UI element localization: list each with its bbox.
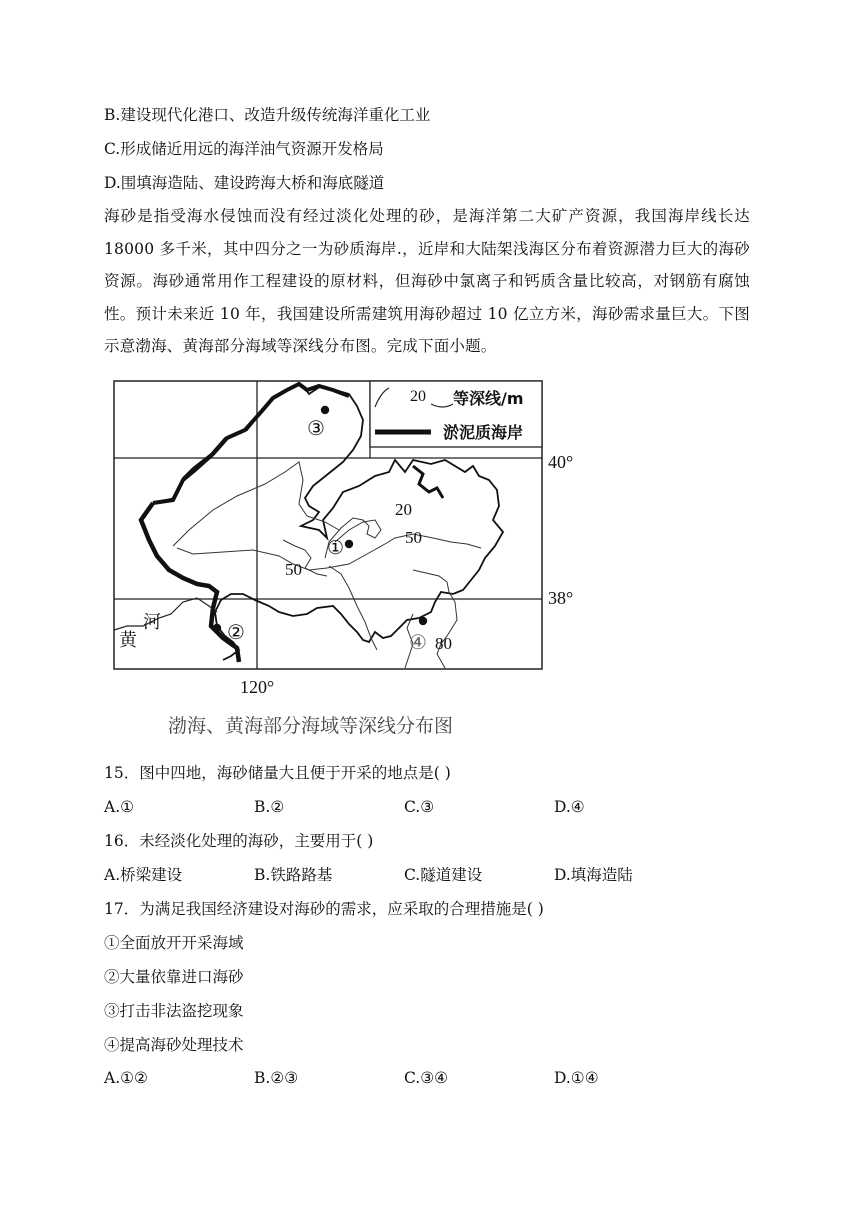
q17-item-1: ①全面放开开采海域 <box>104 934 244 952</box>
q17-option-d[interactable]: D.①④ <box>554 1069 599 1087</box>
point-4-label: ④ <box>409 632 427 654</box>
q16-option-a[interactable]: A.桥梁建设 <box>104 866 183 884</box>
point-1-dot <box>345 540 353 548</box>
isobath-50-west-label: 50 <box>285 560 302 579</box>
latitude-40-label: 40° <box>548 452 574 472</box>
point-2-dot <box>213 624 221 632</box>
point-1-label: ① <box>327 538 345 559</box>
isobath-map <box>113 380 543 670</box>
prev-option-d: D.围填海造陆、建设跨海大桥和海底隧道 <box>104 174 385 192</box>
q17-option-b[interactable]: B.②③ <box>254 1069 299 1087</box>
longitude-120-label: 120° <box>240 677 275 697</box>
q16-option-d[interactable]: D.填海造陆 <box>554 866 633 884</box>
point-2-label: ② <box>227 622 245 644</box>
q15-option-d[interactable]: D.④ <box>554 798 585 816</box>
q16-option-c[interactable]: C.隧道建设 <box>404 866 483 884</box>
q17-option-a[interactable]: A.①② <box>104 1069 148 1087</box>
q15-option-a[interactable]: A.① <box>104 798 135 816</box>
isobath-50-east-label: 50 <box>405 528 422 547</box>
q15-options <box>104 797 744 817</box>
point-4-dot <box>419 617 427 625</box>
legend-isobath-label: 等深线/m <box>453 389 524 408</box>
passage: 海砂是指受海水侵蚀而没有经过淡化处理的砂，是海洋第二大矿产资源，我国海岸线长达 18000 多千米，其中四分之一为砂质海岸.，近岸和大陆架浅海区分布着资源潜力巨大的海砂资源。海砂通常用作工程建设的原材料，但海砂中氯离子和钙质含量比较高，对钢筋有腐蚀性。预计未来近 10 年，我国建设所需建筑用海砂超过 10 亿立方米，海砂需求量巨大。下图示意渤海、黄海部分海域等深线分布图。完成下面小题。 <box>104 207 750 355</box>
isobath-80-label: 80 <box>435 634 452 653</box>
q15-stem: 15．图中四地，海砂储量大且便于开采的地点是( ) <box>104 764 451 782</box>
q16-option-b[interactable]: B.铁路路基 <box>254 866 333 884</box>
point-3-dot <box>321 406 329 414</box>
q16-options <box>104 865 744 885</box>
q17-item-3: ③打击非法盗挖现象 <box>104 1002 244 1020</box>
point-3-label: ③ <box>307 418 325 440</box>
prev-option-c: C.形成储近用远的海洋油气资源开发格局 <box>104 140 384 158</box>
q17-option-c[interactable]: C.③④ <box>404 1069 449 1087</box>
river-label-huang: 黄 <box>119 630 137 651</box>
q17-item-2: ②大量依靠进口海砂 <box>104 968 244 986</box>
isobath-20-label: 20 <box>395 500 412 519</box>
legend-coast-label: 淤泥质海岸 <box>443 423 524 442</box>
map-caption: 渤海、黄海部分海域等深线分布图 <box>168 715 454 737</box>
latitude-38-label: 38° <box>548 588 574 608</box>
river-label-he: 河 <box>143 612 161 633</box>
q17-options <box>104 1068 744 1088</box>
q16-stem: 16．未经淡化处理的海砂，主要用于( ) <box>104 832 374 850</box>
q15-option-c[interactable]: C.③ <box>404 798 435 816</box>
legend-isobath-value: 20 <box>410 388 426 405</box>
q17-stem: 17．为满足我国经济建设对海砂的需求，应采取的合理措施是( ) <box>104 900 544 918</box>
q15-option-b[interactable]: B.② <box>254 798 285 816</box>
q17-item-4: ④提高海砂处理技术 <box>104 1036 244 1054</box>
prev-option-b: B.建设现代化港口、改造升级传统海洋重化工业 <box>104 106 431 124</box>
